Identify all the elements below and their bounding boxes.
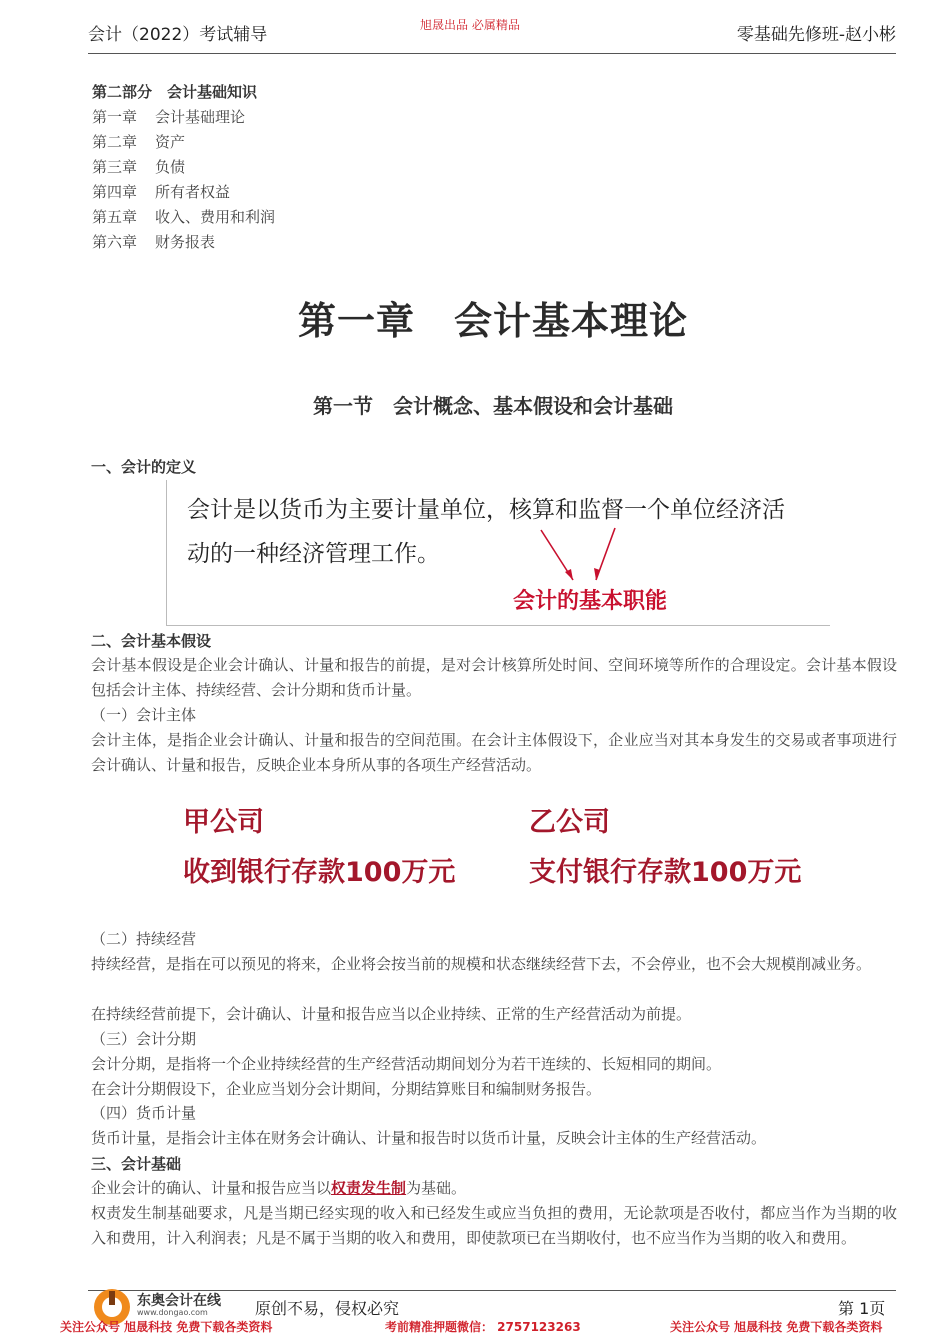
monetary-text: 货币计量，是指会计主体在财务会计确认、计量和报告时以货币计量，反映会计主体的生产经营活动。 — [91, 1129, 767, 1147]
accrual-basis-term: 权责发生制 — [331, 1179, 407, 1197]
definition-heading: 一、会计的定义 — [91, 458, 197, 476]
toc-item-title: 资产 — [155, 133, 186, 151]
footer-slogan: 原创不易，侵权必究 — [255, 1299, 400, 1318]
toc-item — [92, 130, 275, 155]
toc-item-title: 所有者权益 — [155, 183, 231, 201]
accounting-basis-text-2: 权责发生制基础要求，凡是当期已经实现的收入和已经发生或应当负担的费用，无论款项是否收付，都应当作为当期的收入和费用，计入利润表；凡是不属于当期的收入和费用，即使款项已在当期收付，也不应当作为当期的收入和费用。 — [91, 1204, 897, 1247]
toc-item-number: 第一章 — [92, 108, 138, 126]
toc-item-number: 第二章 — [92, 133, 138, 151]
going-concern-text-1: 持续经营，是指在可以预见的将来，企业将会按当前的规模和状态继续经营下去，不会停业，也不会大规模削减业务。 — [91, 955, 872, 973]
table-of-contents — [92, 80, 275, 255]
page-header — [88, 14, 896, 54]
annotation-arrows — [167, 480, 831, 626]
toc-item-title: 收入、费用和利润 — [155, 208, 276, 226]
going-concern-subheading: （二）持续经营 — [91, 930, 197, 948]
entity-text: 会计主体，是指企业会计确认、计量和报告的空间范围。在会计主体假设下，企业应当对其本身发生的交易或者事项进行会计确认、计量和报告，反映企业本身所从事的各项生产经营活动。 — [91, 731, 897, 774]
watermark-center: 考前精准押题微信： 2757123263 — [385, 1320, 581, 1334]
toc-item — [92, 155, 275, 180]
logo-text: 东奥会计在线 — [137, 1293, 221, 1309]
header-watermark: 旭晟出品 必属精品 — [420, 18, 520, 32]
periodicity-text-1: 会计分期，是指将一个企业持续经营的生产经营活动期间划分为若干连续的、长短相同的期间。 — [91, 1055, 722, 1073]
example-company-a: 甲公司 — [183, 807, 264, 838]
toc-item — [92, 105, 275, 130]
definition-line-1: 会计是以货币为主要计量单位，核算和监督一个单位经济活 — [187, 497, 785, 523]
toc-item-number: 第四章 — [92, 183, 138, 201]
accounting-basis-text-1 — [91, 1176, 897, 1201]
logo-url: www.dongao.com — [137, 1308, 208, 1317]
toc-item-title: 负债 — [155, 158, 186, 176]
basis-text-pre: 企业会计的确认、计量和报告应当以 — [91, 1179, 332, 1197]
section-title: 第一节 会计概念、基本假设和会计基础 — [313, 394, 673, 418]
going-concern-text-2: 在持续经营前提下，会计确认、计量和报告应当以企业持续、正常的生产经营活动为前提。 — [91, 1005, 692, 1023]
example-company-b: 乙公司 — [529, 807, 610, 838]
toc-item-title: 财务报表 — [155, 233, 216, 251]
assumptions-heading: 二、会计基本假设 — [91, 632, 212, 650]
toc-item — [92, 180, 275, 205]
header-course-title: 会计（2022）考试辅导 — [88, 25, 268, 45]
toc-item — [92, 205, 275, 230]
toc-item-number: 第六章 — [92, 233, 138, 251]
chapter-title: 第一章 会计基本理论 — [297, 299, 688, 343]
definition-line-2: 动的一种经济管理工作。 — [187, 541, 440, 567]
basic-function-label: 会计的基本职能 — [513, 589, 668, 614]
example-company-b-action: 支付银行存款100万元 — [529, 857, 802, 888]
monetary-subheading: （四）货币计量 — [91, 1104, 197, 1122]
watermark-left: 关注公众号 旭晟科技 免费下载各类资料 — [60, 1320, 273, 1334]
example-company-a-action: 收到银行存款100万元 — [183, 857, 456, 888]
toc-item — [92, 230, 275, 255]
watermark-right: 关注公众号 旭晟科技 免费下载各类资料 — [670, 1320, 883, 1334]
toc-item-title: 会计基础理论 — [155, 108, 246, 126]
definition-figure — [166, 480, 830, 626]
accounting-basis-heading: 三、会计基础 — [91, 1155, 182, 1173]
assumptions-intro: 会计基本假设是企业会计确认、计量和报告的前提，是对会计核算所处时间、空间环境等所作的合理设定。会计基本假设包括会计主体、持续经营、会计分期和货币计量。 — [91, 656, 897, 699]
toc-item-number: 第五章 — [92, 208, 138, 226]
entity-subheading: （一）会计主体 — [91, 706, 197, 724]
toc-item-number: 第三章 — [92, 158, 138, 176]
page-number: 第 1页 — [838, 1299, 886, 1318]
periodicity-subheading: （三）会计分期 — [91, 1030, 197, 1048]
periodicity-text-2: 在会计分期假设下，企业应当划分会计期间，分期结算账目和编制财务报告。 — [91, 1080, 602, 1098]
basis-text-post: 为基础。 — [406, 1179, 467, 1197]
header-class-name: 零基础先修班-赵小彬 — [736, 25, 896, 45]
toc-part-title: 第二部分 会计基础知识 — [92, 83, 258, 101]
